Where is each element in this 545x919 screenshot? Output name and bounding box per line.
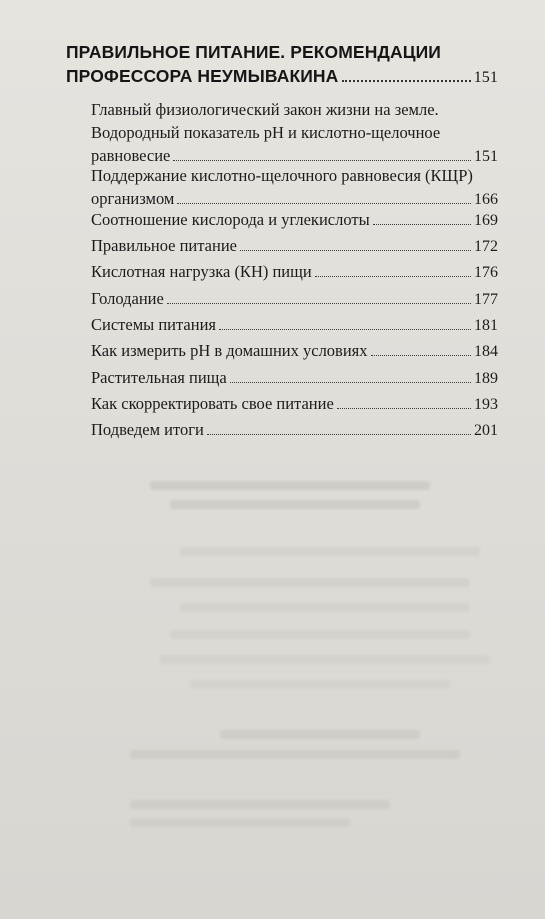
toc-entry — [91, 366, 498, 390]
section-heading — [66, 40, 498, 90]
entry-page-number: 201 — [474, 422, 498, 439]
dot-leader — [207, 434, 471, 435]
bleed-through-mark — [190, 680, 450, 689]
toc-entry — [91, 418, 498, 442]
section-page-number: 151 — [473, 69, 498, 86]
entry-title: Системы питания — [91, 315, 216, 334]
entry-last-line — [91, 260, 498, 284]
entry-last-line — [91, 339, 498, 363]
bleed-through-mark — [130, 800, 390, 809]
bleed-through-mark — [170, 630, 470, 639]
dot-leader — [173, 160, 471, 161]
dot-leader — [240, 250, 471, 251]
entry-last-line — [91, 208, 498, 232]
entry-title: Соотношение кислорода и углекислоты — [91, 210, 370, 229]
entry-last-line — [91, 392, 498, 416]
entry-title: Правильное питание — [91, 236, 237, 255]
bleed-through-mark — [150, 578, 470, 587]
toc-entry — [91, 98, 498, 168]
bleed-through-mark — [180, 547, 480, 556]
entry-title: Как измерить pH в домашних условиях — [91, 341, 368, 360]
entry-last-line — [91, 234, 498, 258]
section-title-line-2-row — [66, 64, 498, 90]
dot-leader — [177, 203, 471, 204]
entry-title: Растительная пища — [91, 368, 227, 387]
toc-entry — [91, 234, 498, 258]
bleed-through-mark — [130, 750, 460, 759]
entry-text-line: Главный физиологический закон жизни на земле. — [91, 100, 439, 119]
toc-entry — [91, 208, 498, 232]
toc-entry — [91, 287, 498, 311]
bleed-through-mark — [150, 481, 430, 490]
bleed-through-mark — [170, 500, 420, 509]
entry-page-number: 177 — [474, 291, 498, 308]
dot-leader — [219, 329, 471, 330]
entry-page-number: 169 — [474, 212, 498, 229]
bleed-through-mark — [180, 603, 470, 612]
entry-page-number: 151 — [474, 148, 498, 165]
bleed-through-mark — [220, 730, 420, 739]
section-title-line-1: ПРАВИЛЬНОЕ ПИТАНИЕ. РЕКОМЕНДАЦИИ — [66, 42, 441, 62]
dot-leader — [373, 224, 471, 225]
entry-last-line — [91, 313, 498, 337]
entry-title: Голодание — [91, 289, 164, 308]
dot-leader — [230, 382, 471, 383]
entry-page-number: 181 — [474, 317, 498, 334]
entry-title: Подведем итоги — [91, 420, 204, 439]
entry-title: Кислотная нагрузка (КН) пищи — [91, 262, 312, 281]
toc-entry — [91, 260, 498, 284]
dot-leader — [315, 276, 471, 277]
entry-title: организмом — [91, 189, 175, 208]
toc-entry — [91, 339, 498, 363]
dot-leader — [342, 80, 470, 82]
bleed-through-mark — [160, 655, 490, 664]
toc-entry — [91, 164, 498, 211]
toc-entry — [91, 392, 498, 416]
dot-leader — [167, 303, 471, 304]
entry-page-number: 193 — [474, 396, 498, 413]
entry-last-line — [91, 287, 498, 311]
entry-page-number: 176 — [474, 264, 498, 281]
entry-last-line — [91, 418, 498, 442]
entry-page-number: 166 — [474, 191, 498, 208]
entry-title: равновесие — [91, 146, 171, 165]
section-title-line-2: ПРОФЕССОРА НЕУМЫВАКИНА — [66, 66, 339, 86]
entry-last-line — [91, 366, 498, 390]
entry-page-number: 189 — [474, 370, 498, 387]
bleed-through-mark — [130, 818, 350, 827]
dot-leader — [371, 355, 471, 356]
entry-text-line: Поддержание кислотно-щелочного равновесия (КЩР) — [91, 166, 473, 185]
toc-entry — [91, 313, 498, 337]
entry-title: Как скорректировать свое питание — [91, 394, 334, 413]
entry-page-number: 184 — [474, 343, 498, 360]
entry-text-line: Водородный показатель pH и кислотно-щелочное — [91, 123, 441, 142]
entry-page-number: 172 — [474, 238, 498, 255]
dot-leader — [337, 408, 471, 409]
